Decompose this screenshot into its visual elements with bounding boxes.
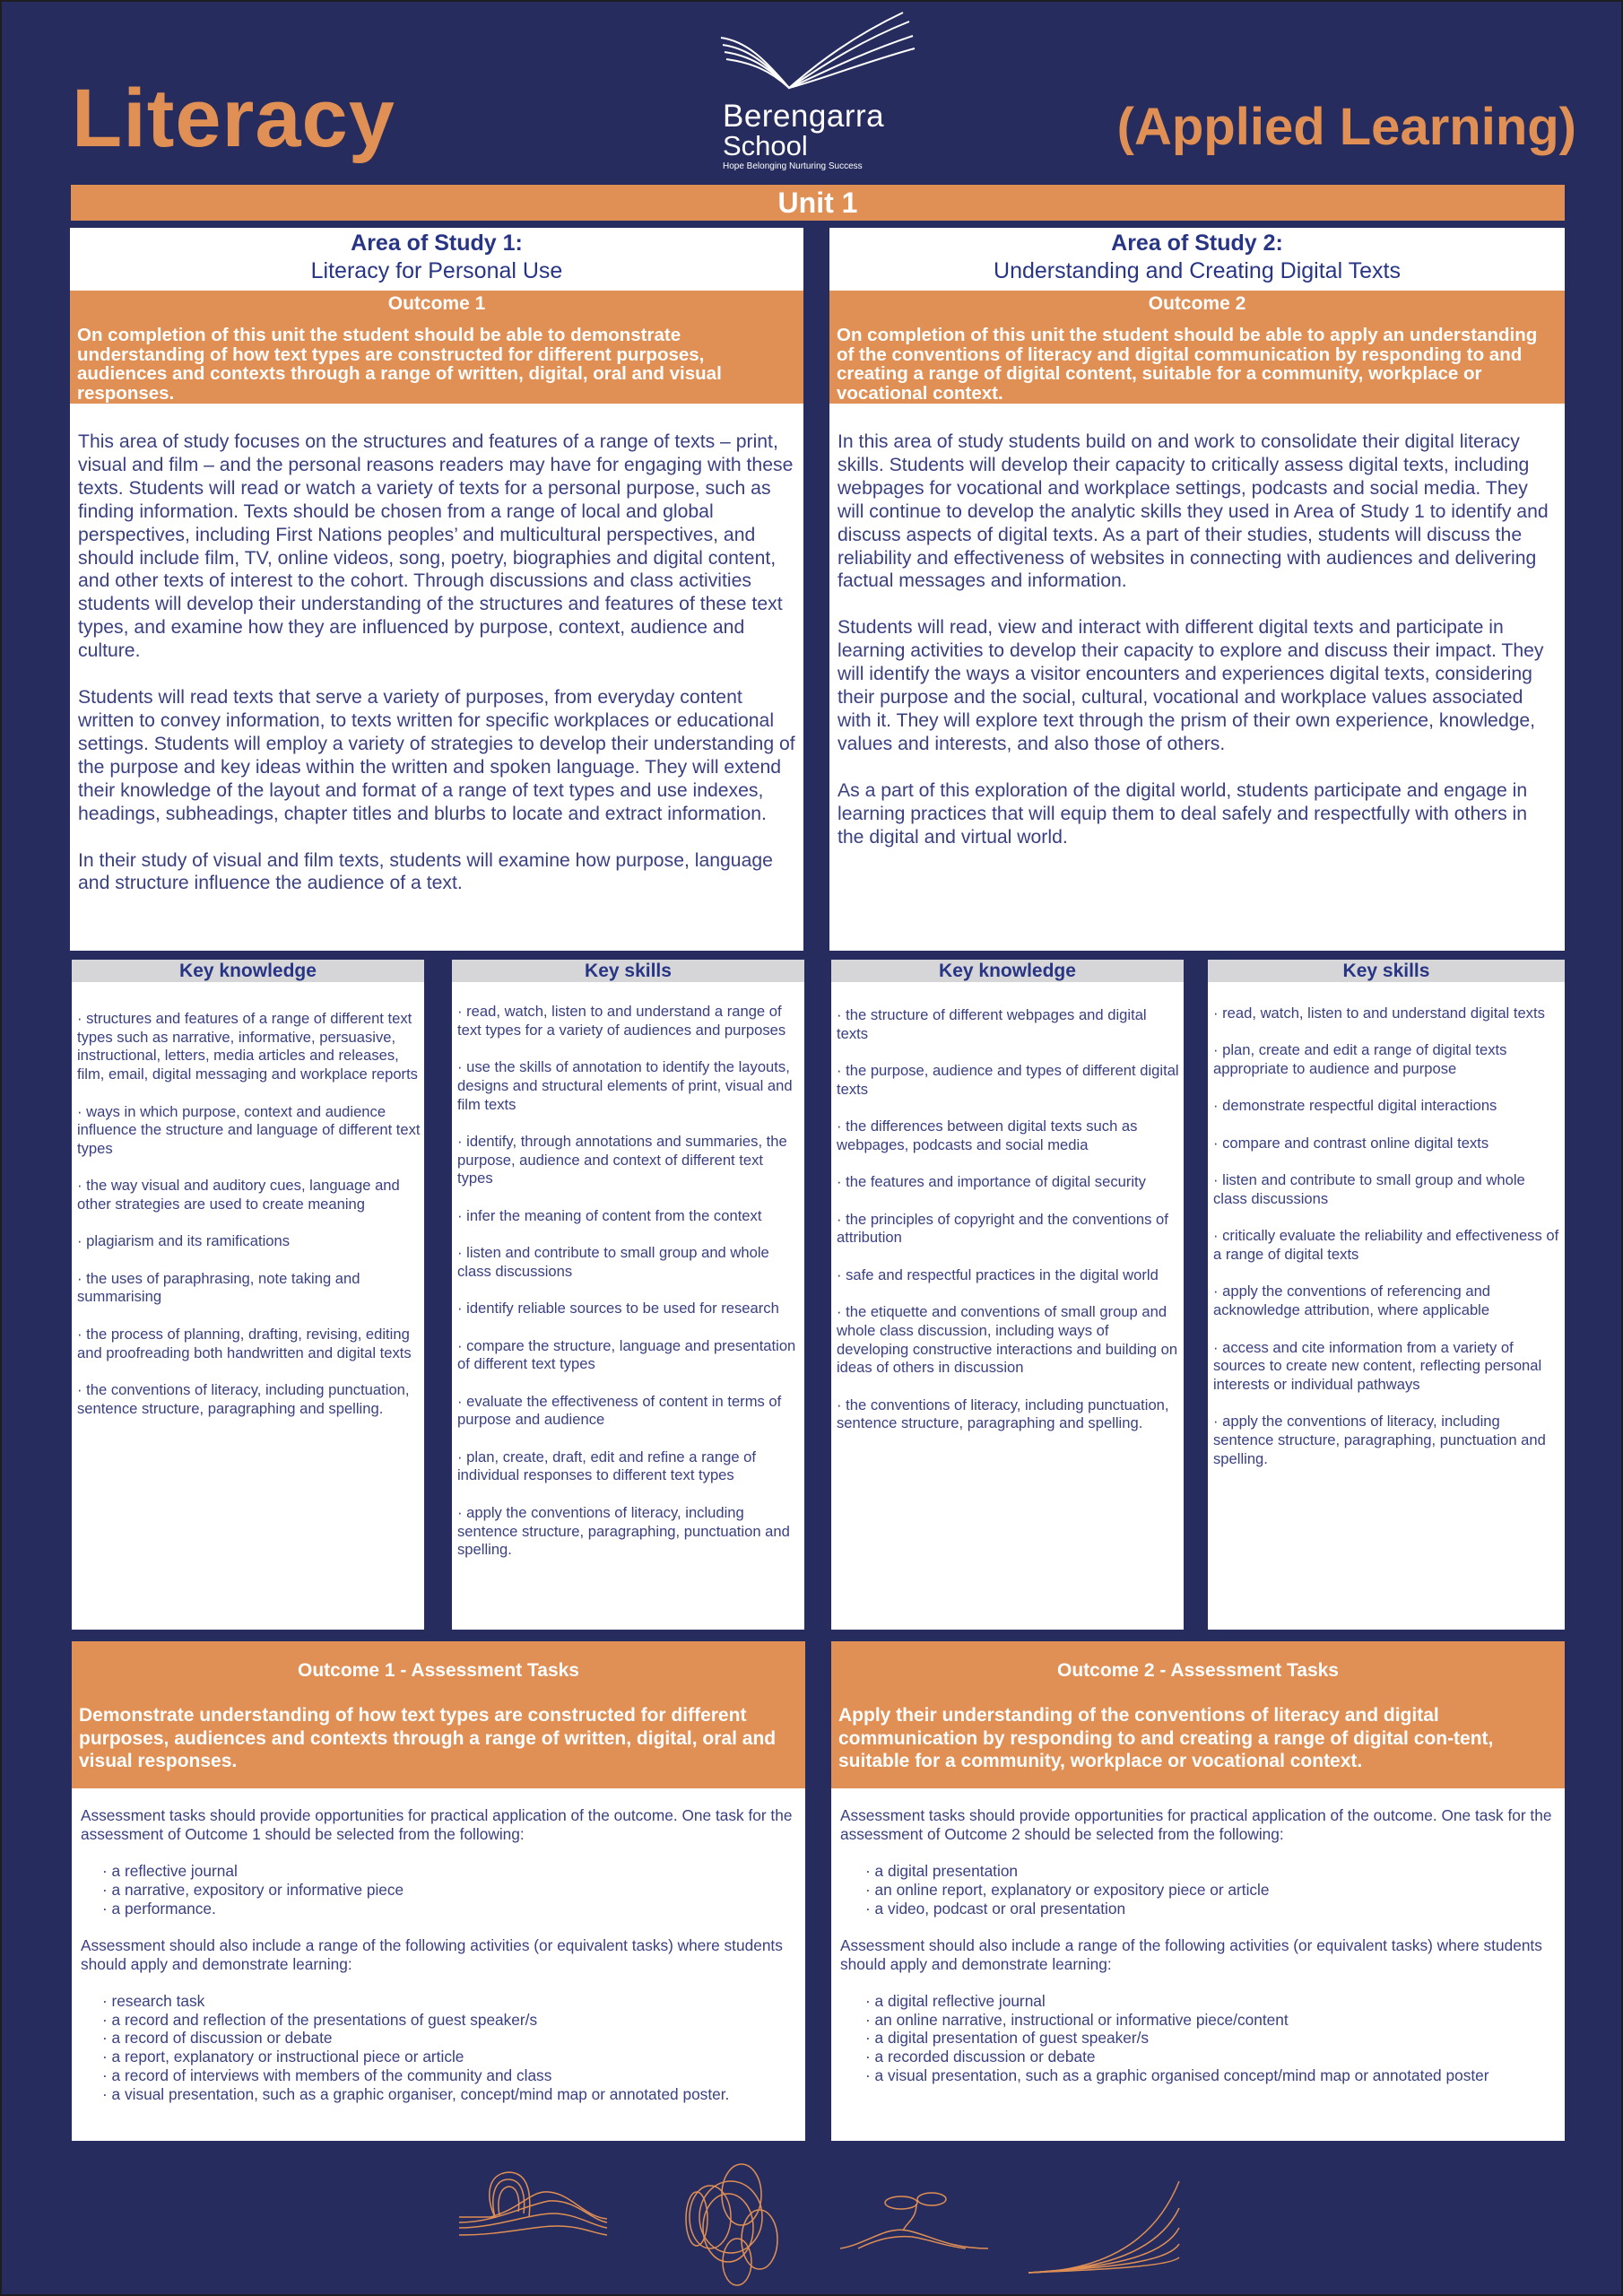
list-item: · infer the meaning of content from the context bbox=[457, 1206, 762, 1224]
outcome-text: On completion of this unit the student should be able to apply an understanding of the conventions of literacy and digital communication by responding to and creating a range of digital content, suitable for a community, workplace or vocational context. bbox=[837, 325, 1538, 404]
list-item: · apply the conventions of referencing and acknowledge attribution, where applicable bbox=[1213, 1283, 1491, 1319]
list-item: · a report, explanatory or instructional piece or article bbox=[102, 2048, 464, 2066]
list-item: · compare the structure, language and presentation of different text types bbox=[457, 1336, 796, 1373]
area-of-study-1-card bbox=[70, 228, 803, 951]
assessment-body bbox=[831, 1788, 1565, 2085]
paragraph: Students will read, view and interact with different digital texts and participate in learning activities to develop their capacity to explore and discuss their impact. They will identify the ways a visitor encounters and experiences digital texts, considering their purpose and the social, cultural, vocational and workplace values associated with it. They will explore text through the prism of their own experience, knowledge, values and interests, and also those of others. bbox=[838, 617, 1544, 754]
hills-sun-icon bbox=[459, 2163, 612, 2262]
list-item: · the conventions of literacy, including punctuation, sentence structure, paragraphing and spelling. bbox=[77, 1380, 410, 1417]
list-item: · compare and contrast online digital texts bbox=[1213, 1134, 1489, 1152]
list-item: · the process of planning, drafting, revising, editing and proofreading both handwritten and digital texts bbox=[77, 1325, 412, 1361]
list-item: · a digital presentation bbox=[865, 1862, 1019, 1881]
assessment-task-list bbox=[840, 1862, 1558, 1918]
aos-heading: Area of Study 2: bbox=[1111, 230, 1283, 256]
outcome-title: Outcome 2 bbox=[1148, 293, 1246, 314]
key-skills-heading: Key skills bbox=[452, 960, 804, 982]
list-item: · the uses of paraphrasing, note taking and summarising bbox=[77, 1269, 360, 1306]
key-knowledge-1 bbox=[72, 960, 424, 1630]
aos-header bbox=[70, 228, 803, 291]
title-literacy: Literacy bbox=[72, 73, 395, 164]
assessment-intro: Assessment tasks should provide opportunities for practical application of the outcome. One task for the assessment of Outcome 2 should be selected from the following: bbox=[840, 1806, 1552, 1843]
list-item: · demonstrate respectful digital interactions bbox=[1213, 1097, 1497, 1115]
paragraph: Students will read texts that serve a variety of purposes, from everyday content written to convey information, to texts written for specific workplaces or educational settings. Students will employ a variety of strategies to develop their understanding of the purpose and key ideas within the written and spoken language. They will extend their knowledge of the layout and format of a range of text types and use indexes, headings, subheadings, chapter titles and blurbs to locate and extract information. bbox=[78, 687, 795, 824]
outcome-2-assessment bbox=[831, 1641, 1565, 2141]
circles-cluster-icon bbox=[661, 2163, 791, 2289]
list-item: · use the skills of annotation to identify the layouts, designs and structural elements of print, visual and film texts bbox=[457, 1058, 793, 1113]
list-item: · a record and reflection of the presentations of guest speaker/s bbox=[102, 2010, 538, 2029]
unit-banner: Unit 1 bbox=[71, 185, 1565, 221]
key-skills-list bbox=[1208, 1004, 1565, 1468]
key-skills-2 bbox=[1208, 960, 1565, 1630]
list-item: · the features and importance of digital security bbox=[837, 1173, 1146, 1191]
aos-header bbox=[829, 228, 1565, 291]
list-item: · research task bbox=[102, 1991, 205, 2010]
logo-name-line1: Berengarra bbox=[723, 99, 885, 134]
list-item: · a performance. bbox=[102, 1899, 216, 1918]
list-item: · the purpose, audience and types of different digital texts bbox=[837, 1062, 1179, 1098]
activities-list bbox=[81, 1992, 798, 2103]
outcome-1-assessment bbox=[72, 1641, 805, 2141]
list-item: · read, watch, listen to and understand digital texts bbox=[1213, 1004, 1545, 1022]
list-item: · an online narrative, instructional or informative piece/content bbox=[865, 2010, 1289, 2029]
list-item: · a narrative, expository or informative piece bbox=[102, 1880, 404, 1899]
paragraph: In their study of visual and film texts, students will examine how purpose, language and structure influence the audience of a text. bbox=[78, 849, 773, 894]
key-knowledge-list bbox=[831, 1006, 1184, 1433]
assessment-title: Outcome 2 - Assessment Tasks bbox=[1057, 1660, 1339, 1681]
list-item: · a reflective journal bbox=[102, 1862, 238, 1881]
key-knowledge-list bbox=[72, 1010, 424, 1418]
list-item: · apply the conventions of literacy, including sentence structure, paragraphing, punctuation and spelling. bbox=[1213, 1413, 1546, 1467]
outcome-panel bbox=[829, 291, 1565, 404]
outcome-title: Outcome 1 bbox=[387, 293, 486, 314]
list-item: · a visual presentation, such as a graphic organiser, concept/mind map or annotated poster. bbox=[102, 2084, 730, 2103]
list-item: · plan, create, draft, edit and refine a range of individual responses to different text types bbox=[457, 1448, 757, 1484]
list-item: · plan, create and edit a range of digital texts appropriate to audience and purpose bbox=[1213, 1041, 1507, 1078]
aos-subheading: Understanding and Creating Digital Texts bbox=[994, 258, 1401, 283]
activities-intro: Assessment should also include a range of the following activities (or equivalent tasks) where students should apply and demonstrate learning: bbox=[840, 1935, 1542, 1973]
key-knowledge-heading: Key knowledge bbox=[831, 960, 1184, 982]
list-item: · safe and respectful practices in the digital world bbox=[837, 1265, 1159, 1283]
list-item: · a video, podcast or oral presentation bbox=[865, 1899, 1126, 1918]
list-item: · identify reliable sources to be used for research bbox=[457, 1300, 779, 1318]
list-item: · read, watch, listen to and understand a range of text types for a variety of audiences and purposes bbox=[457, 1003, 786, 1039]
paragraph: In this area of study students build on and work to consolidate their digital literacy skills. Students will develop their capacity to critically assess digital texts, including webpages for vocational and workplace settings, podcasts and social media. They will continue to develop the analytic skills they used in Area of Study 1 to identify and discuss aspects of digital texts. As a part of their studies, students will discuss the reliability and effectiveness of websites in connecting with audiences and delivering factual messages and information. bbox=[838, 431, 1549, 592]
assessment-statement: Apply their understanding of the conventions of literacy and digital communication by responding to and creating a range of digital con-tent, suitable for a community, workplace or vocational context. bbox=[838, 1705, 1494, 1771]
assessment-body bbox=[72, 1788, 805, 2103]
list-item: · a visual presentation, such as a graphic organised concept/mind map or annotated poster bbox=[865, 2066, 1489, 2084]
list-item: · a record of interviews with members of the community and class bbox=[102, 2066, 552, 2084]
list-item: · critically evaluate the reliability and effectiveness of a range of digital texts bbox=[1213, 1227, 1559, 1264]
assessment-statement: Demonstrate understanding of how text types are constructed for different purposes, audiences and contexts through a range of written, digital, oral and visual responses. bbox=[79, 1705, 777, 1771]
paragraph: As a part of this exploration of the digital world, students participate and engage in learning practices that will equip them to deal safely and respectfully with others in the digital and virtual world. bbox=[838, 779, 1528, 848]
list-item: · the principles of copyright and the conventions of attribution bbox=[837, 1210, 1168, 1247]
key-skills-list bbox=[452, 1003, 804, 1560]
key-skills-heading: Key skills bbox=[1208, 960, 1565, 982]
assessment-title: Outcome 1 - Assessment Tasks bbox=[298, 1660, 579, 1681]
aos-heading: Area of Study 1: bbox=[351, 230, 523, 256]
school-logo bbox=[719, 9, 916, 175]
assessment-header bbox=[831, 1641, 1565, 1788]
list-item: · the conventions of literacy, including punctuation, sentence structure, paragraphing and spelling. bbox=[837, 1396, 1169, 1432]
list-item: · structures and features of a range of different text types such as narrative, informative, persuasive, instructional, letters, media articles and releases, film, email, digital messaging and workplace reports bbox=[77, 1010, 418, 1083]
list-item: · listen and contribute to small group and whole class discussions bbox=[457, 1244, 769, 1280]
wing-lines-icon bbox=[1028, 2172, 1181, 2280]
activities-list bbox=[840, 1992, 1558, 2085]
list-item: · access and cite information from a variety of sources to create new content, reflecting personal interests or individual pathways bbox=[1213, 1338, 1542, 1393]
book-wings-logo-icon bbox=[719, 9, 916, 99]
logo-tagline: Hope Belonging Nurturing Success bbox=[723, 161, 863, 171]
assessment-header bbox=[72, 1641, 805, 1788]
key-knowledge-heading: Key knowledge bbox=[72, 960, 424, 982]
logo-name-line2: School bbox=[723, 130, 808, 161]
outcome-text: On completion of this unit the student should be able to demonstrate understanding of how text types are constructed for different purposes, audiences and contexts through a range of written, digital, oral and visual responses. bbox=[77, 325, 722, 404]
aos-description bbox=[829, 404, 1565, 849]
list-item: · the etiquette and conventions of small group and whole class discussion, including ways of developing constructive interactions and building on ideas of others in discussion bbox=[837, 1303, 1178, 1377]
list-item: · ways in which purpose, context and audience influence the structure and language of different text types bbox=[77, 1102, 421, 1157]
assessment-intro: Assessment tasks should provide opportunities for practical application of the outcome. One task for the assessment of Outcome 1 should be selected from the following: bbox=[81, 1806, 793, 1843]
list-item: · evaluate the effectiveness of content in terms of purpose and audience bbox=[457, 1392, 782, 1429]
activities-intro: Assessment should also include a range of the following activities (or equivalent tasks) where students should apply and demonstrate learning: bbox=[81, 1935, 783, 1973]
list-item: · apply the conventions of literacy, including sentence structure, paragraphing, punctuation and spelling. bbox=[457, 1503, 790, 1559]
area-of-study-2-card bbox=[829, 228, 1565, 951]
outcome-panel bbox=[70, 291, 803, 404]
list-item: · the structure of different webpages and digital texts bbox=[837, 1006, 1147, 1042]
aos-subheading: Literacy for Personal Use bbox=[310, 258, 563, 283]
poster bbox=[2, 2, 1621, 2294]
list-item: · the way visual and auditory cues, language and other strategies are used to create meaning bbox=[77, 1177, 400, 1213]
list-item: · identify, through annotations and summaries, the purpose, audience and context of different text types bbox=[457, 1132, 787, 1187]
list-item: · plagiarism and its ramifications bbox=[77, 1232, 291, 1250]
list-item: · a record of discussion or debate bbox=[102, 2029, 333, 2048]
list-item: · listen and contribute to small group and whole class discussions bbox=[1213, 1171, 1525, 1207]
assessment-task-list bbox=[81, 1862, 798, 1918]
key-knowledge-2 bbox=[831, 960, 1184, 1630]
key-skills-1 bbox=[452, 960, 804, 1630]
sprout-icon bbox=[840, 2190, 988, 2262]
title-applied-learning: (Applied Learning) bbox=[1116, 98, 1576, 156]
list-item: · a recorded discussion or debate bbox=[865, 2048, 1096, 2066]
aos-description bbox=[70, 404, 803, 895]
list-item: · an online report, explanatory or expository piece or article bbox=[865, 1880, 1270, 1899]
paragraph: This area of study focuses on the structures and features of a range of texts – print, visual and film – and the personal reasons readers may have for engaging with these texts. Students will read or watch a variety of texts for a personal purpose, such as finding information. Texts should be chosen from a range of local and global perspectives, including First Nations peoples’ and multicultural perspectives, and should include film, TV, online videos, song, poetry, biographies and digital content, and other texts of interest to the cohort. Through discussions and class activities students will develop their understanding of the structures and features of these text types, and examine how they are influenced by purpose, context, audience and culture. bbox=[78, 431, 794, 662]
list-item: · a digital reflective journal bbox=[865, 1991, 1046, 2010]
list-item: · a digital presentation of guest speaker/s bbox=[865, 2029, 1150, 2048]
list-item: · the differences between digital texts such as webpages, podcasts and social media bbox=[837, 1118, 1138, 1153]
